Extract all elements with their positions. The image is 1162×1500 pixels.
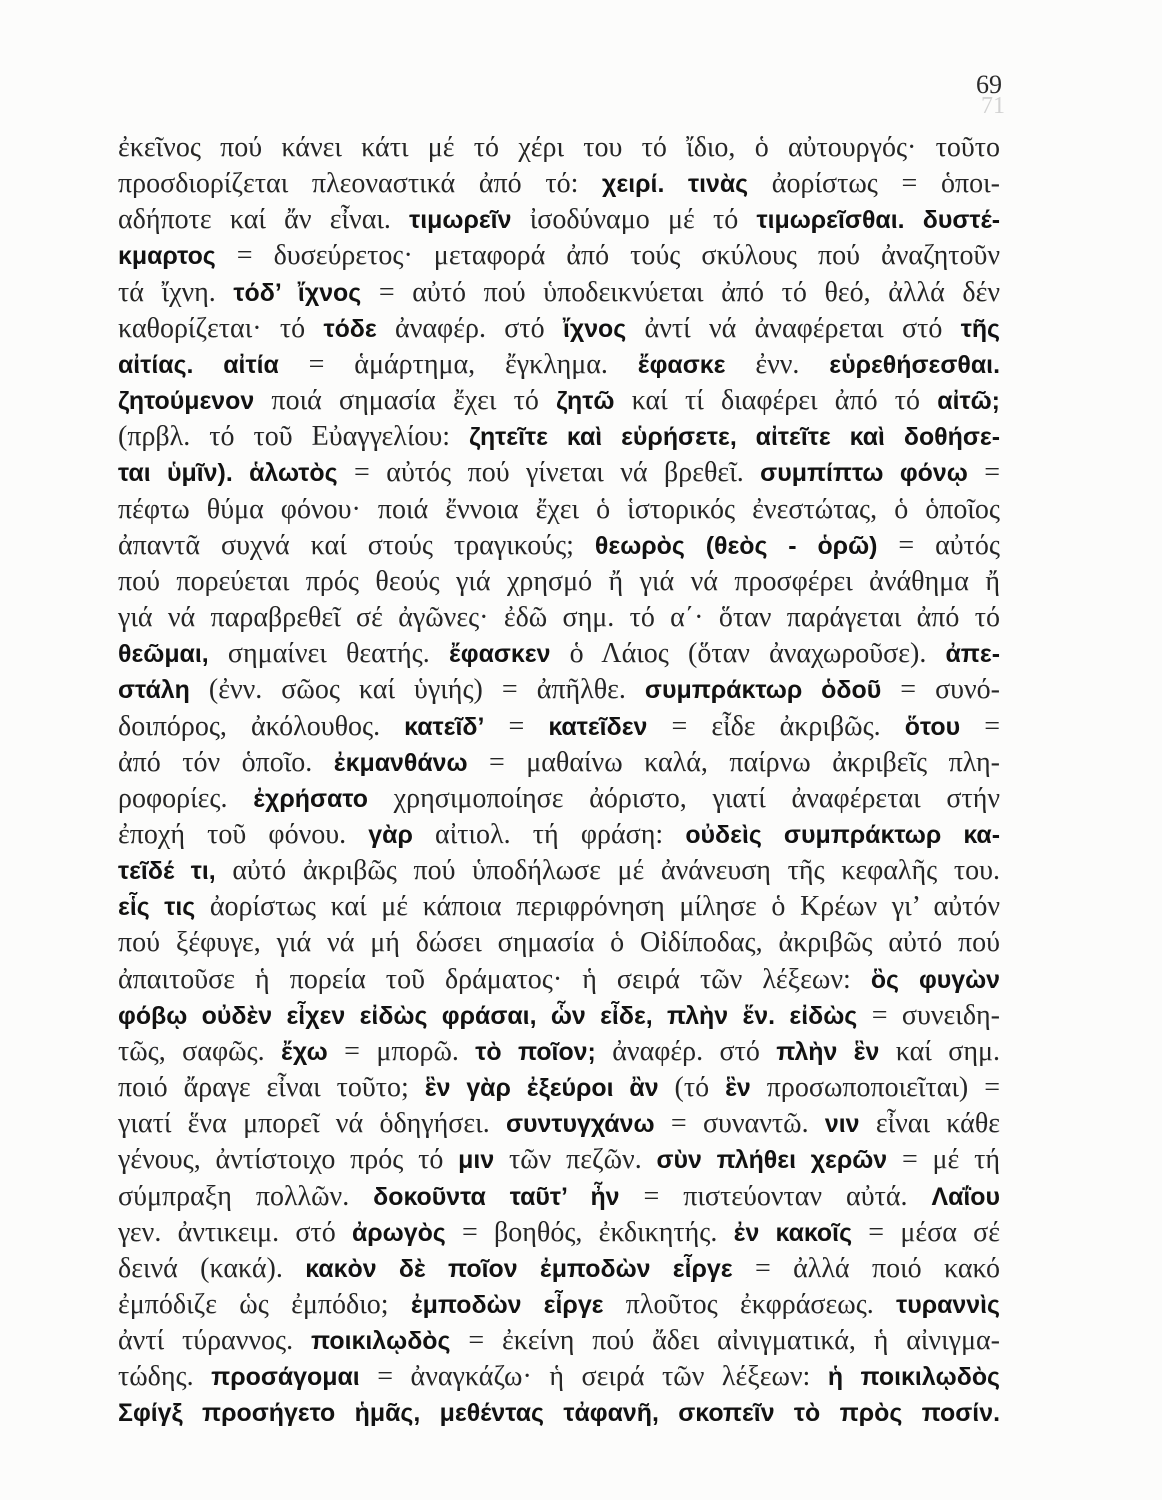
text-run: γεν. ἀντικειμ. στό bbox=[118, 1216, 352, 1248]
text-run: (τό bbox=[658, 1072, 726, 1104]
text-line bbox=[118, 853, 1000, 889]
text-run: = εἶδε ἀκριβῶς. bbox=[647, 710, 905, 742]
bold-term: ζητούμενον bbox=[118, 387, 255, 416]
text-line bbox=[118, 962, 1000, 998]
bold-term: τόδ’ ἴχνος bbox=[233, 278, 362, 307]
bold-term: συντυγχάνω bbox=[506, 1110, 655, 1139]
text-line bbox=[118, 745, 1000, 781]
bold-term: θεωρὸς (θεὸς - ὁρῶ) bbox=[594, 531, 878, 560]
bold-term: ὃς φυγὼν bbox=[870, 965, 1000, 994]
text-line bbox=[118, 1359, 1000, 1395]
text-run: τῶν πεζῶν. bbox=[494, 1144, 657, 1176]
bold-term: κακὸν δὲ ποῖον ἐμποδὼν εἶργε bbox=[305, 1254, 733, 1283]
text-line bbox=[118, 925, 1000, 961]
text-run: = αὐτό πού ὑποδεικνύεται ἀπό τό θεό, ἀλλά δέν bbox=[361, 276, 1000, 308]
bold-term: οὐδεὶς συμπράκτωρ κα- bbox=[685, 820, 1000, 849]
text-run: ἀναφέρ. στό bbox=[595, 1035, 777, 1067]
text-line bbox=[118, 709, 1000, 745]
text-run: σύμπραξη πολλῶν. bbox=[118, 1180, 374, 1212]
text-line bbox=[118, 311, 1000, 347]
bold-term: τιμωρεῖσθαι. δυστέ- bbox=[756, 206, 1001, 235]
text-run: = ἐκείνη πού ἄδει αἰνιγματικά, ἡ αἰνιγμα- bbox=[450, 1325, 1001, 1357]
text-run: πλοῦτος ἐκφράσεως. bbox=[603, 1289, 897, 1320]
text-run: ἀορίστως = ὁποι- bbox=[748, 168, 1000, 200]
bold-term: τῆς bbox=[960, 314, 1000, 343]
text-line bbox=[118, 238, 1000, 274]
text-run: = πιστεύονταν αὐτά. bbox=[619, 1180, 932, 1212]
bold-term: τιμωρεῖν bbox=[409, 206, 512, 235]
bold-term: κμαρτος bbox=[118, 242, 216, 271]
bold-term: πλὴν ἓν bbox=[776, 1037, 880, 1066]
bold-term: τυραννὶς bbox=[896, 1291, 1000, 1319]
text-run: (ἐνν. σῶος καί ὑγιής) = ἀπῆλθε. bbox=[189, 674, 645, 706]
text-run: πέφτω θύμα φόνου· ποιά ἔννοια ἔχει ὁ ἱστορικός ἐνεστώτας, ὁ ὁποῖος bbox=[118, 493, 1000, 525]
text-run: ποιά σημασία ἔχει τό bbox=[254, 385, 557, 417]
text-run: = συνειδη- bbox=[857, 999, 1001, 1031]
text-line bbox=[118, 636, 1000, 672]
text-run: = συνό- bbox=[881, 674, 1001, 706]
text-run: ἀπαντᾶ συχνά καί στούς τραγικούς; bbox=[118, 529, 595, 561]
bold-term: θεῶμαι, bbox=[118, 640, 209, 669]
text-line bbox=[118, 1287, 1000, 1323]
text-line bbox=[118, 600, 1000, 636]
text-line bbox=[118, 1215, 1000, 1251]
text-line bbox=[118, 455, 1000, 491]
text-line bbox=[118, 383, 1000, 419]
text-run: = ἀναγκάζω· ἡ σειρά τῶν λέξεων: bbox=[359, 1361, 828, 1393]
text-line bbox=[118, 889, 1000, 925]
text-run: ἀπαιτοῦσε ἡ πορεία τοῦ δράματος· ἡ σειρά τῶν λέξεων: bbox=[118, 963, 871, 995]
bold-term: κατεῖδ’ bbox=[404, 712, 485, 741]
text-line bbox=[118, 1070, 1000, 1106]
bold-term: τὸ ποῖον; bbox=[475, 1037, 596, 1066]
bold-term: κατεῖδεν bbox=[548, 712, 648, 741]
text-run: = αὐτός bbox=[877, 529, 1000, 561]
text-line bbox=[118, 998, 1000, 1034]
text-run: χρησιμοποίησε ἀόριστο, γιατί ἀναφέρεται στήν bbox=[367, 782, 1001, 814]
text-line bbox=[118, 1142, 1000, 1178]
bold-term: ἓν γὰρ ἐξεύροι ἂν bbox=[424, 1074, 659, 1103]
bold-term: ζητεῖτε καὶ εὑρήσετε, αἰτεῖτε καὶ δοθήσε- bbox=[469, 423, 1000, 452]
body-text bbox=[118, 130, 1000, 1432]
bold-term: ἐν κακοῖς bbox=[733, 1218, 853, 1247]
bold-term: αἰτίας. αἰτία bbox=[118, 350, 279, 379]
bold-term: ἴχνος bbox=[562, 314, 627, 343]
bold-term: ποικιλῳδὸς bbox=[310, 1327, 451, 1356]
text-run: = ἀλλά ποιό κακό bbox=[732, 1252, 1000, 1284]
bold-term: ἐμποδὼν εἶργε bbox=[410, 1291, 604, 1319]
text-line bbox=[118, 1179, 1000, 1215]
text-run: = bbox=[960, 710, 1000, 742]
text-run: = συναντῶ. bbox=[654, 1108, 825, 1140]
text-run: γένους, ἀντίστοιχο πρός τό bbox=[118, 1144, 459, 1176]
bold-term: ἀπε- bbox=[945, 640, 1000, 669]
text-run: πού ξέφυγε, γιά νά μή δώσει σημασία ὁ Οἰδίποδας, ἀκριβῶς αὐτό πού bbox=[118, 927, 1000, 959]
text-run: καί τί διαφέρει ἀπό τό bbox=[614, 385, 938, 417]
text-line bbox=[118, 781, 1000, 817]
text-run: εἶναι κάθε bbox=[859, 1108, 1001, 1140]
text-run: ἐκεῖνος πού κάνει κάτι μέ τό χέρι του τό ἴδιο, ὁ αὐτουργός· τοῦτο bbox=[118, 132, 1000, 163]
text-run: = μέ τή bbox=[887, 1144, 1000, 1176]
text-line bbox=[118, 817, 1000, 853]
text-run: δεινά (κακά). bbox=[118, 1252, 306, 1284]
text-run: προσωποποιεῖται) = bbox=[750, 1072, 1000, 1104]
text-run: ἀναφέρ. στό bbox=[376, 312, 563, 344]
bold-term: ἔφασκε bbox=[637, 350, 726, 379]
text-run: = μέσα σέ bbox=[852, 1216, 1000, 1248]
text-run: ἀντί νά ἀναφέρεται στό bbox=[626, 312, 961, 344]
bold-term: χειρί. τινὰς bbox=[602, 170, 749, 199]
text-run: ἐνν. bbox=[725, 348, 830, 380]
bold-term: φόβῳ οὐδὲν εἶχεν εἰδὼς φράσαι, ὧν εἶδε, πλὴν ἕν. εἰδὼς bbox=[118, 1001, 858, 1030]
text-line bbox=[118, 672, 1000, 708]
bold-term: εὑρεθήσεσθαι. bbox=[829, 350, 1000, 379]
bold-term: δοκοῦντα ταῦτ’ ἦν bbox=[373, 1182, 620, 1211]
text-run: ἐποχή τοῦ φόνου. bbox=[118, 818, 369, 850]
bold-term: ἡ ποικιλῳδὸς bbox=[827, 1363, 1000, 1392]
text-run: ἐμπόδιζε ὡς ἐμπόδιο; bbox=[118, 1289, 411, 1320]
bold-term: γὰρ bbox=[368, 820, 413, 849]
bold-term: τεῖδέ τι, bbox=[118, 857, 216, 886]
bold-term: Λαΐου bbox=[931, 1182, 1001, 1211]
text-run: ἀπό τόν ὁποῖο. bbox=[118, 746, 334, 778]
text-run: = αὐτός πού γίνεται νά βρεθεῖ. bbox=[337, 457, 761, 489]
text-line bbox=[118, 564, 1000, 600]
text-run: = bbox=[967, 457, 1000, 489]
bold-term: ζητῶ bbox=[556, 387, 615, 416]
bold-term: ἔφασκεν bbox=[448, 640, 551, 669]
text-run: πού πορεύεται πρός θεούς γιά χρησμό ἤ γιά νά προσφέρει ἀνάθημα ἤ bbox=[118, 565, 1000, 597]
bold-term: ἔχω bbox=[281, 1037, 328, 1066]
text-line bbox=[118, 1395, 1000, 1431]
text-run: = δυσεύρετος· μεταφορά ἀπό τούς σκύλους πού ἀναζητοῦν bbox=[215, 240, 1000, 272]
text-run: αἰτιολ. τή φράση: bbox=[412, 818, 686, 850]
text-line bbox=[118, 528, 1000, 564]
text-line bbox=[118, 419, 1000, 455]
text-run: καθορίζεται· τό bbox=[118, 312, 324, 344]
text-line bbox=[118, 492, 1000, 528]
text-run: γιατί ἕνα μπορεῖ νά ὁδηγήσει. bbox=[118, 1108, 507, 1140]
text-line bbox=[118, 275, 1000, 311]
text-run: αδήποτε καί ἄν εἶναι. bbox=[118, 204, 410, 236]
text-run: αὐτό ἀκριβῶς πού ὑποδήλωσε μέ ἀνάνευση τῆς κεφαλῆς του. bbox=[215, 855, 1001, 887]
text-line bbox=[118, 1106, 1000, 1142]
bold-term: προσάγομαι bbox=[211, 1363, 360, 1392]
bold-term: ἐχρήσατο bbox=[253, 784, 368, 813]
text-run: = βοηθός, ἐκδικητής. bbox=[445, 1216, 734, 1248]
page-number: 69 bbox=[976, 70, 1002, 99]
text-run: ὁ Λάιος (ὅταν ἀναχωροῦσε). bbox=[550, 638, 946, 670]
text-line bbox=[118, 130, 1000, 166]
text-run: σημαίνει θεατής. bbox=[208, 638, 449, 670]
bold-term: τόδε bbox=[323, 314, 377, 343]
bold-term: συμπράκτωρ ὁδοῦ bbox=[644, 676, 882, 705]
bold-term: ται ὑμῖν). ἁλωτὸς bbox=[118, 459, 338, 488]
bold-term: μιν bbox=[458, 1146, 495, 1175]
bold-term: νιν bbox=[824, 1110, 860, 1139]
text-line bbox=[118, 347, 1000, 383]
bold-term: συμπίπτω φόνῳ bbox=[760, 459, 968, 488]
text-run: γιά νά παραβρεθεῖ σέ ἀγῶνες· ἐδῶ σημ. τό α΄· ὅταν παράγεται ἀπό τό bbox=[118, 602, 1000, 634]
bold-term: στάλη bbox=[118, 676, 190, 705]
text-run: ποιό ἄραγε εἶναι τοῦτο; bbox=[118, 1072, 425, 1104]
bold-term: ἓν bbox=[725, 1074, 751, 1103]
text-run: προσδιορίζεται πλεοναστικά ἀπό τό: bbox=[118, 168, 603, 200]
text-run: = bbox=[484, 710, 549, 742]
text-line bbox=[118, 166, 1000, 202]
text-run: = ἁμάρτημα, ἔγκλημα. bbox=[278, 348, 638, 380]
text-line bbox=[118, 1034, 1000, 1070]
text-run: καί σημ. bbox=[879, 1035, 1000, 1067]
bold-term: Σφίγξ προσήγετο ἡμᾶς, μεθέντας τἀφανῆ, σκοπεῖν τὸ πρὸς ποσίν. bbox=[118, 1399, 1000, 1428]
text-run: ροφορίες. bbox=[118, 782, 254, 814]
text-run: τά ἴχνη. bbox=[118, 276, 234, 308]
text-run: ἀντί τύραννος. bbox=[118, 1325, 311, 1357]
text-run: = μαθαίνω καλά, παίρνω ἀκριβεῖς πλη- bbox=[467, 746, 1000, 778]
text-run: δοιπόρος, ἀκόλουθος. bbox=[118, 710, 405, 742]
ghost-page-number: 71 bbox=[981, 93, 1005, 119]
bold-term: ἀρωγὸς bbox=[351, 1218, 446, 1247]
text-run: ἀορίστως καί μέ κάποια περιφρόνηση μίλησε ὁ Κρέων γι’ αὐτόν bbox=[195, 891, 1000, 923]
text-run: ἰσοδύναμο μέ τό bbox=[511, 204, 757, 236]
text-run: τώδης. bbox=[118, 1361, 212, 1393]
bold-term: ὅτου bbox=[904, 712, 961, 741]
bold-term: αἰτῶ; bbox=[937, 387, 1000, 416]
text-run: (πρβλ. τό τοῦ Εὐαγγελίου: bbox=[118, 421, 470, 453]
bold-term: εἷς τις bbox=[118, 893, 196, 922]
text-line bbox=[118, 202, 1000, 238]
text-run: = μπορῶ. bbox=[327, 1035, 476, 1067]
text-line bbox=[118, 1323, 1000, 1359]
text-line bbox=[118, 1251, 1000, 1287]
bold-term: ἐκμανθάνω bbox=[333, 748, 468, 777]
bold-term: σὺν πλήθει χερῶν bbox=[656, 1146, 888, 1175]
text-run: τῶς, σαφῶς. bbox=[118, 1035, 282, 1067]
